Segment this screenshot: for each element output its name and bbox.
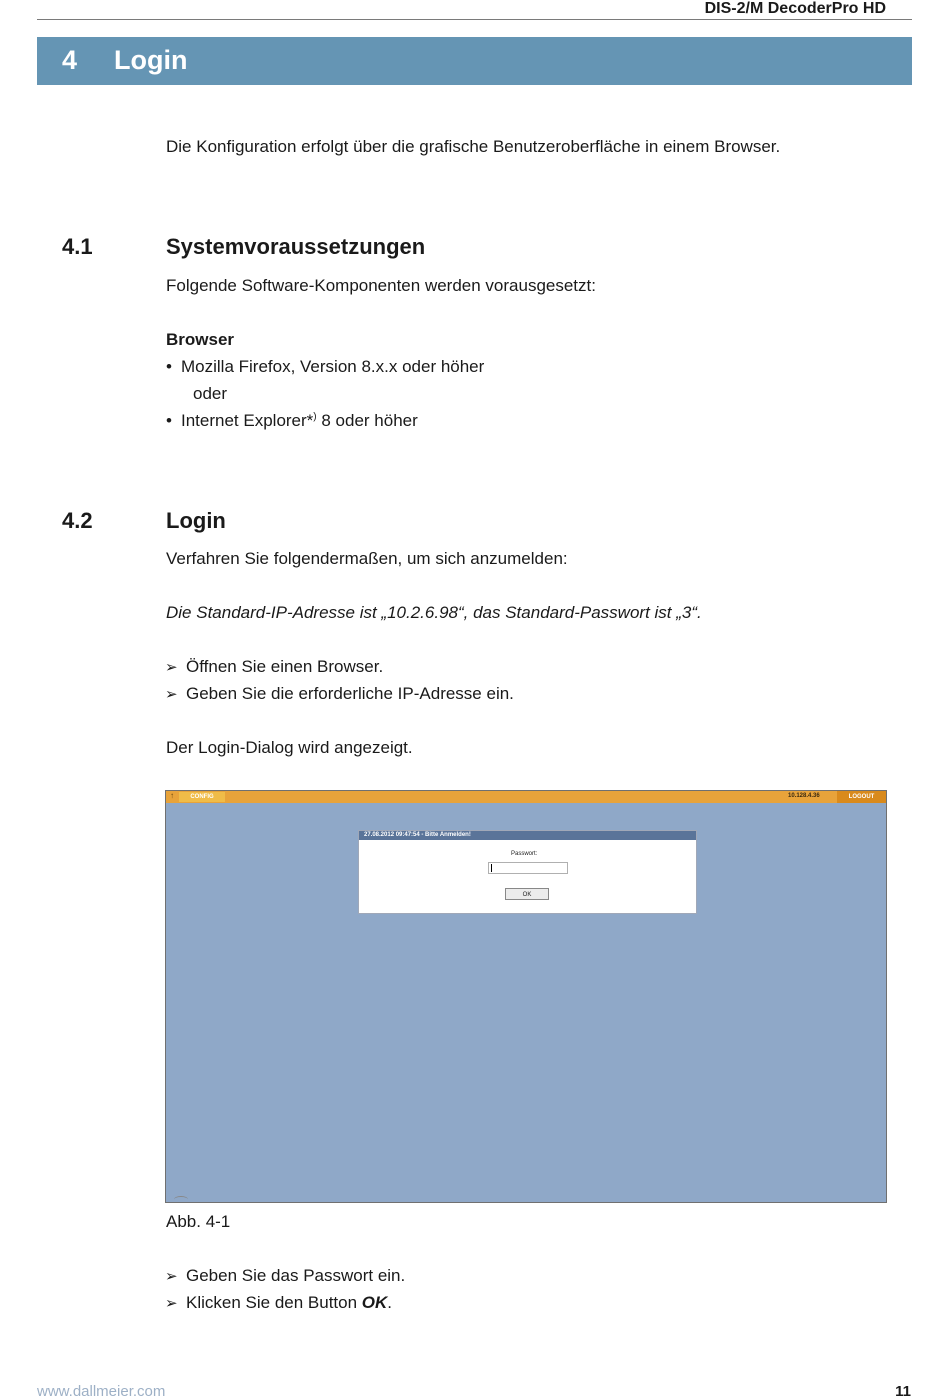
footnote-marker: ) [313,411,317,423]
up-arrow-icon[interactable]: ↑ [170,791,174,800]
dialog-title: 27.08.2012 09:47:54 - Bitte Anmelden! [364,832,471,838]
logout-button[interactable]: LOGOUT [837,791,886,803]
bullet-marker: • [166,357,172,376]
section-title-4-2: Login [166,508,226,533]
document-title: DIS-2/M DecoderPro HD [704,0,886,17]
login-screenshot [165,790,887,1203]
website-link[interactable]: www.dallmeier.com [37,1383,166,1400]
chapter-number: 4 [62,45,78,75]
step-arrow-icon: ➢ [165,659,178,676]
section-lead-4-1: Folgende Software-Komponenten werden vorausgesetzt: [166,276,596,295]
login-dialog [358,830,697,914]
header-divider [37,19,912,20]
list-item-internet-explorer [181,411,418,431]
tab-config[interactable]: CONFIG [179,792,225,802]
browser-subheading: Browser [166,330,235,349]
dialog-title-bar [359,831,696,840]
ok-emphasis: OK [361,1293,388,1312]
step-click-ok [186,1293,392,1313]
password-label: Passwort: [511,851,538,857]
ip-address-display: 10.128.4.36 [788,793,820,799]
step-click-text: Klicken Sie den Button [186,1293,362,1312]
default-credentials-note: Die Standard-IP-Adresse ist „10.2.6.98“, das Standard-Passwort ist „3“. [166,603,702,622]
section-number-4-1: 4.1 [62,234,93,259]
section-lead-4-2: Verfahren Sie folgendermaßen, um sich anzumelden: [166,549,568,568]
ok-button[interactable]: OK [505,888,549,900]
step-arrow-icon: ➢ [165,1268,178,1285]
step-period: . [387,1293,393,1312]
corner-logo-icon [174,1196,188,1203]
or-text: oder [193,384,228,403]
app-topbar [166,791,886,803]
list-item-firefox: Mozilla Firefox, Version 8.x.x oder höher [181,357,485,376]
step-arrow-icon: ➢ [165,1295,178,1312]
intro-paragraph: Die Konfiguration erfolgt über die grafische Benutzeroberfläche in einem Browser. [166,137,781,156]
result-text: Der Login-Dialog wird angezeigt. [166,738,413,757]
step-enter-password: Geben Sie das Passwort ein. [186,1266,406,1285]
text-caret [491,864,492,872]
ie-text: Internet Explorer* [181,411,314,430]
bullet-marker: • [166,411,172,430]
section-title-4-1: Systemvoraussetzungen [166,234,426,259]
page-number: 11 [895,1383,911,1400]
step-open-browser: Öffnen Sie einen Browser. [186,657,384,676]
chapter-title: Login [114,45,188,75]
step-enter-ip: Geben Sie die erforderliche IP-Adresse ein. [186,684,514,703]
password-input[interactable] [488,862,568,874]
step-arrow-icon: ➢ [165,686,178,703]
figure-caption: Abb. 4-1 [166,1212,231,1231]
section-number-4-2: 4.2 [62,508,93,533]
ie-version-text: 8 oder höher [316,411,418,430]
